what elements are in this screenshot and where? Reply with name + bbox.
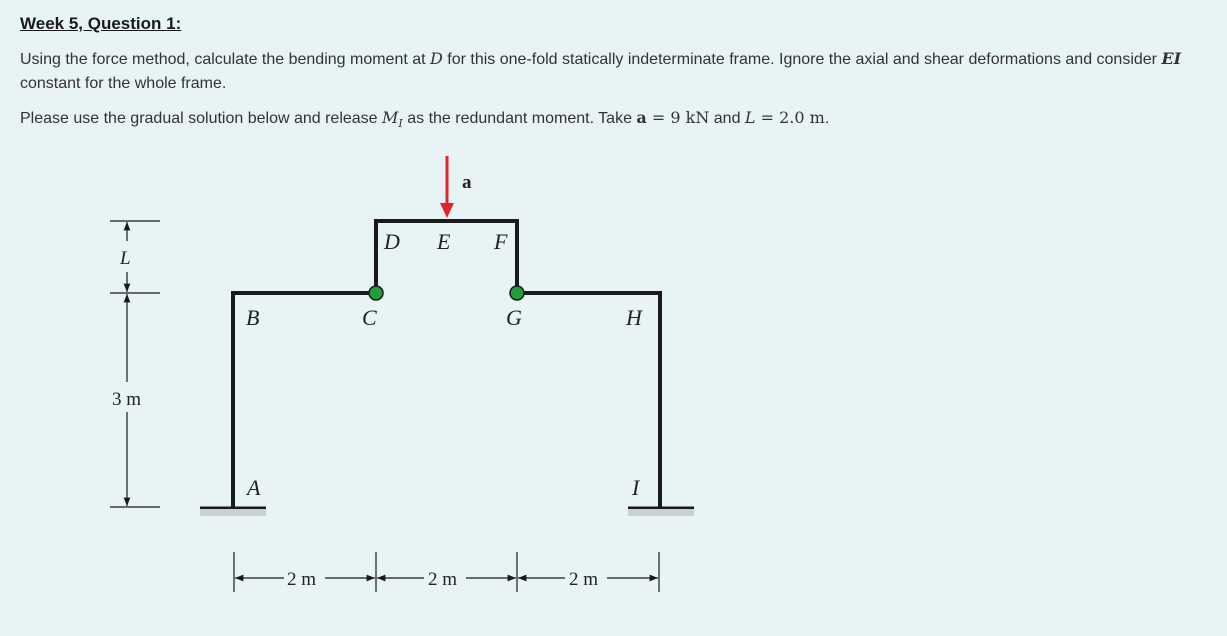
p2-a-value: 9 kN [670, 108, 710, 127]
support-i-hatch [628, 509, 694, 516]
p2-text-b: as the redundant moment. Take [402, 110, 637, 127]
p1-text-a: Using the force method, calculate the bending moment at [20, 51, 431, 68]
node-g: G [506, 305, 522, 330]
p2-text-a: Please use the gradual solution below and release [20, 110, 383, 127]
support-a-hatch [200, 509, 266, 516]
p2-var-a: a [636, 108, 647, 127]
p2-l-value: 2.0 m [779, 108, 825, 127]
p1-text-b: for this one-fold statically indeterminate frame. Ignore the axial and shear deformations and consider [442, 51, 1162, 68]
p1-var-d: D [430, 49, 443, 68]
node-d: D [384, 229, 400, 254]
p2-var-m-sub: I [398, 117, 403, 131]
hinge-c [369, 286, 383, 300]
node-a: A [247, 475, 261, 500]
frame-members [233, 221, 660, 508]
p1-var-ei: EI [1161, 49, 1182, 68]
node-b: B [246, 305, 260, 330]
p2-and: and [709, 110, 745, 127]
hinge-g [510, 286, 524, 300]
dim-2m-3: 2 m [569, 569, 599, 590]
p2-eq2: = [755, 108, 780, 127]
node-h: H [626, 305, 642, 330]
node-e: E [437, 229, 451, 254]
dim-2m-1: 2 m [287, 569, 317, 590]
p2-end: . [824, 110, 830, 127]
p1-text-c: constant for the whole frame. [20, 75, 227, 92]
question-title: Week 5, Question 1: [20, 14, 182, 33]
dim-3m-label: 3 m [112, 389, 142, 410]
dim-2m-2: 2 m [428, 569, 458, 590]
dim-l-label: L [120, 248, 131, 269]
node-c: C [362, 305, 377, 330]
load-label: a [462, 172, 472, 193]
load-arrow-head [440, 203, 454, 218]
node-f: F [494, 229, 508, 254]
p2-var-m: M [382, 108, 399, 127]
dimension-vertical [110, 221, 160, 507]
node-i: I [632, 475, 640, 500]
p2-eq1: = [646, 108, 671, 127]
p2-var-l: L [744, 108, 756, 127]
